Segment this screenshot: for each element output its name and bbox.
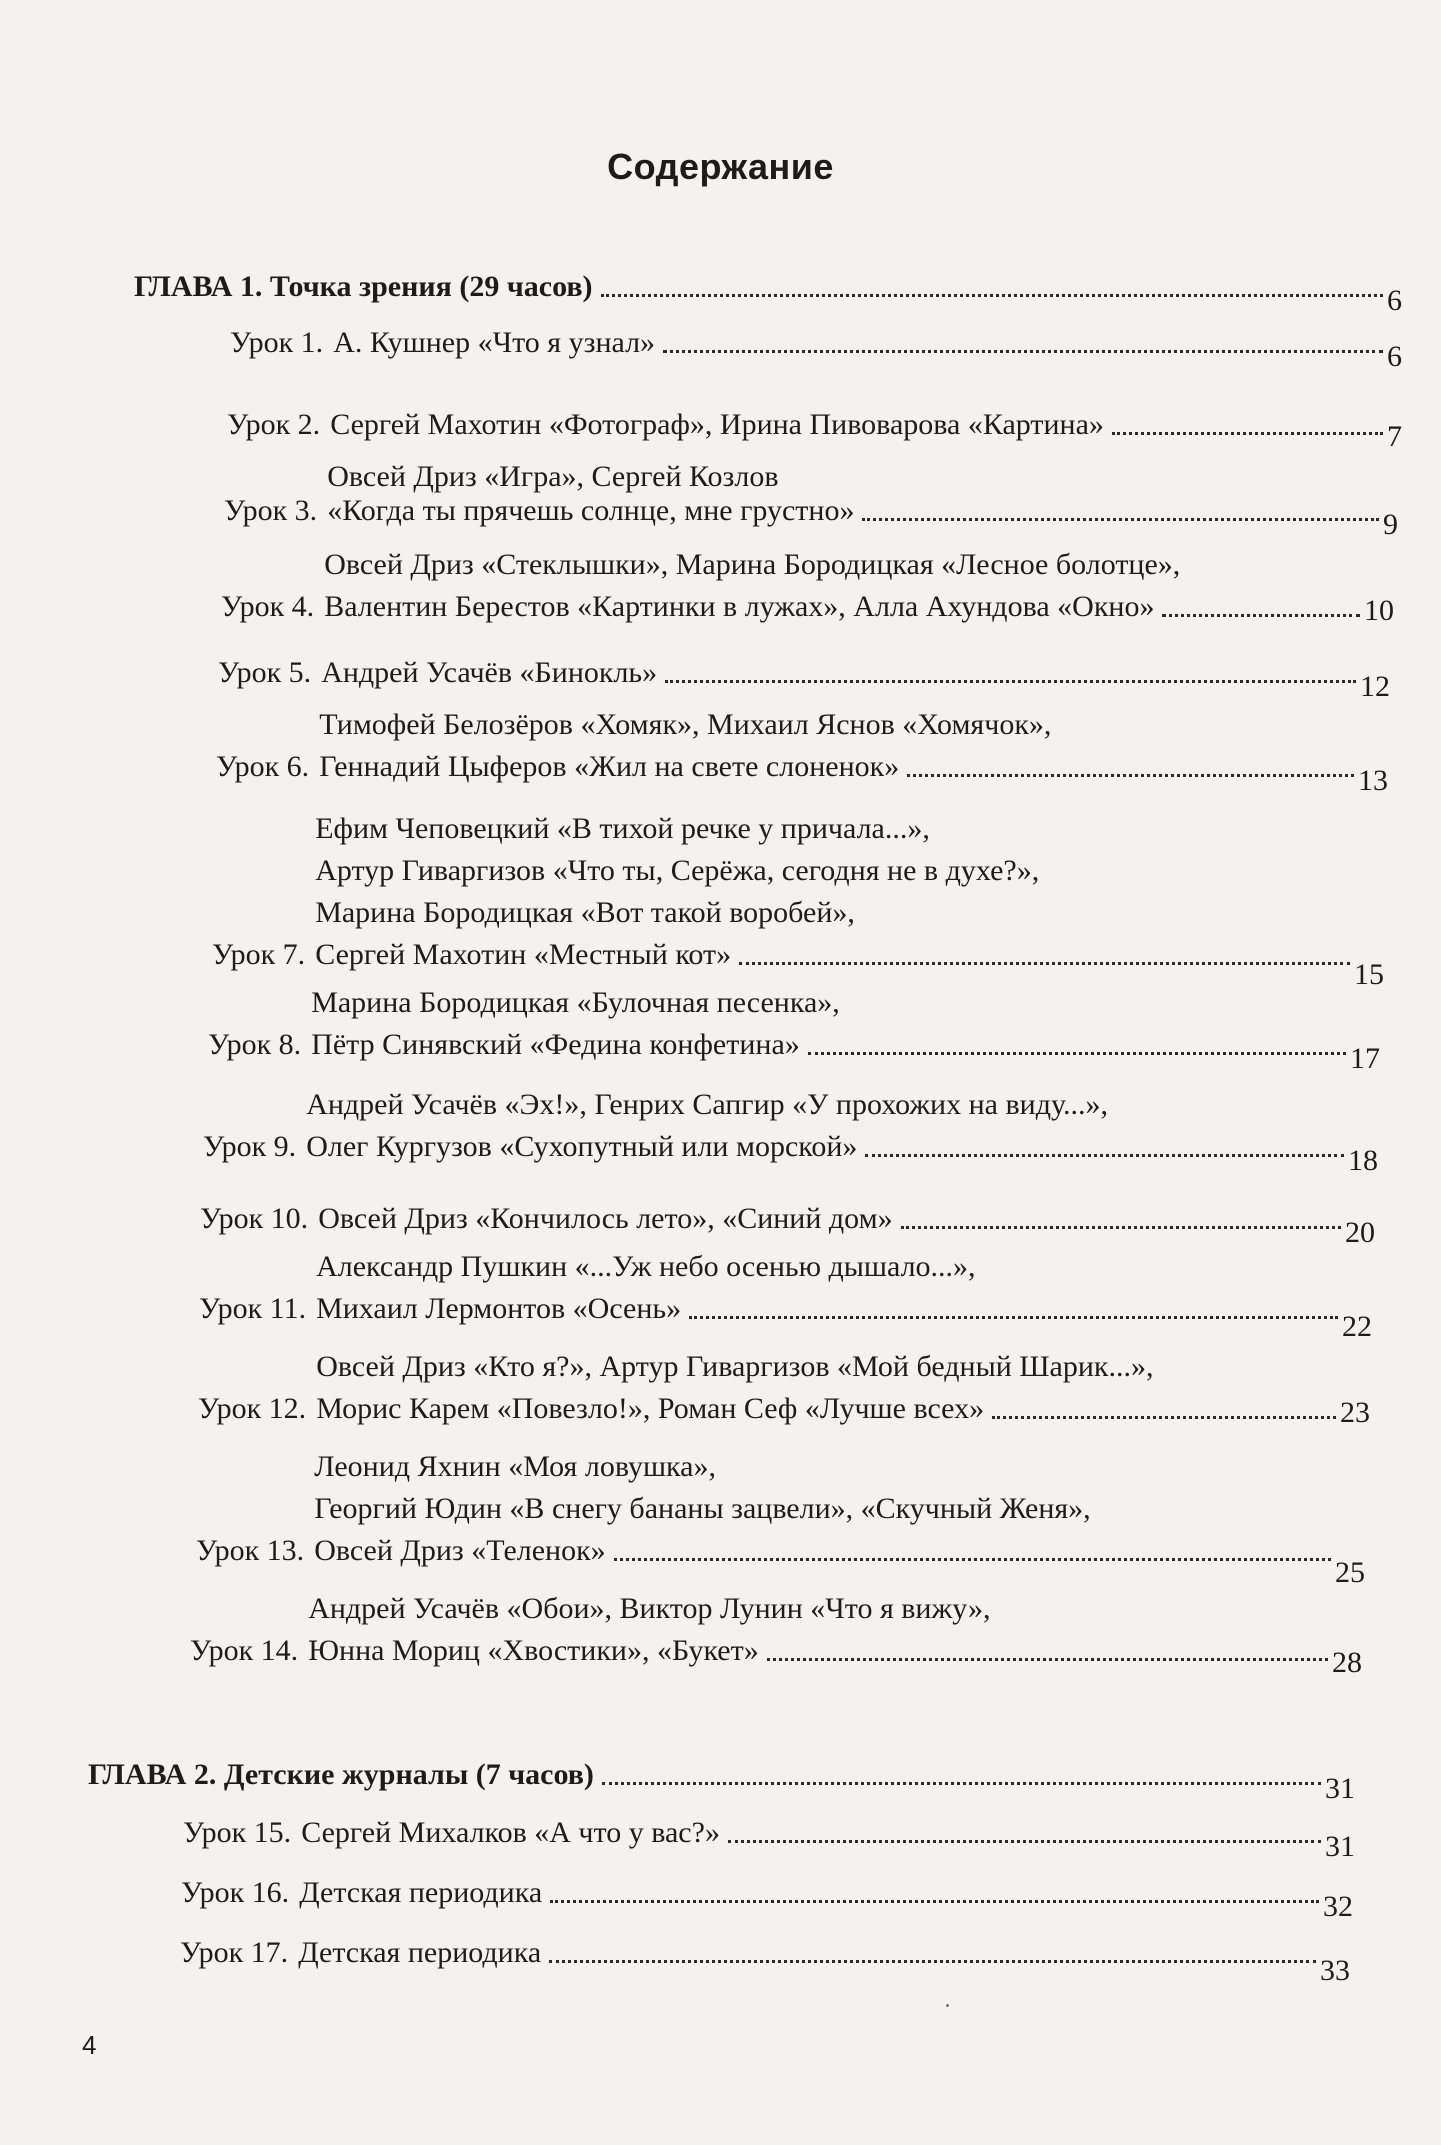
lesson-title-line: Марина Бородицкая «Булочная песенка», <box>311 986 840 1019</box>
lesson-title-line: Овсей Дриз «Кончилось лето», «Синий дом» <box>318 1202 893 1235</box>
lesson-title-line: Морис Карем «Повезло!», Роман Сеф «Лучше всех» <box>316 1392 985 1425</box>
lesson-title-line: Детская периодика <box>298 1936 542 1969</box>
lesson-2-entry[interactable] <box>227 408 1402 453</box>
lesson-number: Урок 13. <box>196 1534 305 1567</box>
chapter-1-page: 6 <box>1387 284 1402 317</box>
lesson-page: 23 <box>1340 1396 1370 1429</box>
lesson-title-line: Георгий Юдин «В снегу бананы зацвели», «Скучный Женя», <box>314 1492 1091 1525</box>
lesson-title-line: Юнна Мориц «Хвостики», «Букет» <box>308 1634 759 1667</box>
lesson-title-line: Овсей Дриз «Стеклышки», Марина Бородицкая «Лесное болотце», <box>324 548 1181 581</box>
lesson-title-line: Сергей Михалков «А что у вас?» <box>301 1816 720 1849</box>
lesson-number: Урок 11. <box>199 1292 307 1325</box>
lesson-page: 13 <box>1358 764 1388 797</box>
lesson-11-entry[interactable] <box>199 1250 1372 1343</box>
lesson-title-line: Леонид Яхнин «Моя ловушка», <box>314 1450 716 1483</box>
dot-leader <box>663 350 1383 353</box>
lesson-page: 17 <box>1350 1042 1380 1075</box>
dot-leader <box>808 1052 1346 1055</box>
lesson-17-entry[interactable] <box>180 1936 1350 1987</box>
dot-leader <box>550 1900 1319 1903</box>
lesson-title-line: Андрей Усачёв «Эх!», Генрих Сапгир «У прохожих на виду...», <box>306 1088 1108 1121</box>
lesson-number: Урок 2. <box>227 408 321 441</box>
lesson-title-line: Олег Кургузов «Сухопутный или морской» <box>306 1130 858 1163</box>
lesson-15-entry[interactable] <box>183 1816 1355 1863</box>
lesson-13-entry[interactable] <box>196 1450 1365 1589</box>
lesson-title-line: «Когда ты прячешь солнце, мне грустно» <box>327 494 855 527</box>
page-number: 4 <box>82 2030 97 2060</box>
lesson-page: 32 <box>1323 1890 1353 1923</box>
chapter-1-title: Точка зрения (29 часов) <box>269 270 593 303</box>
lesson-page: 20 <box>1345 1216 1375 1249</box>
lesson-16-entry[interactable] <box>181 1876 1353 1923</box>
lesson-title-line: Артур Гиваргизов «Что ты, Серёжа, сегодня не в духе?», <box>315 854 1040 887</box>
lesson-number: Урок 4. <box>221 590 315 623</box>
lesson-10-entry[interactable] <box>200 1202 1375 1249</box>
lesson-title-line: Геннадий Цыферов «Жил на свете слоненок» <box>319 750 900 783</box>
lesson-title-line: Пётр Синявский «Федина конфетина» <box>311 1028 800 1061</box>
lesson-page: 7 <box>1387 420 1402 453</box>
dot-leader <box>865 1154 1344 1157</box>
chapter-2-title: Детские журналы (7 часов) <box>223 1758 594 1791</box>
lesson-title-line: Андрей Усачёв «Обои», Виктор Лунин «Что я вижу», <box>308 1592 991 1625</box>
lesson-number: Урок 6. <box>216 750 310 783</box>
page-title: Содержание <box>607 146 834 187</box>
dot-leader <box>1162 614 1360 617</box>
lesson-page: 18 <box>1348 1144 1378 1177</box>
chapter-1-label: ГЛАВА 1. <box>134 270 263 303</box>
lesson-number: Урок 10. <box>200 1202 309 1235</box>
dot-leader <box>862 518 1379 521</box>
lesson-title-line: Овсей Дриз «Кто я?», Артур Гиваргизов «Мой бедный Шарик...», <box>316 1350 1154 1383</box>
dot-leader <box>992 1416 1336 1419</box>
lesson-title-line: Овсей Дриз «Теленок» <box>314 1534 606 1567</box>
dot-leader <box>689 1316 1338 1319</box>
dot-leader <box>549 1960 1316 1963</box>
lesson-title-line: Михаил Лермонтов «Осень» <box>316 1292 682 1325</box>
lesson-number: Урок 16. <box>181 1876 290 1909</box>
lesson-title-line: Сергей Махотин «Фотограф», Ирина Пивоварова «Картина» <box>330 408 1104 441</box>
lesson-title-line: Сергей Махотин «Местный кот» <box>315 938 732 971</box>
lesson-number: Урок 9. <box>203 1130 297 1163</box>
dot-leader <box>614 1558 1331 1561</box>
paper-speck <box>946 2004 949 2007</box>
lesson-title-line: Овсей Дриз «Игра», Сергей Козлов <box>327 460 779 493</box>
lesson-number: Урок 1. <box>230 326 324 359</box>
chapter-2-entry[interactable] <box>88 1758 1355 1805</box>
lesson-title-line: А. Кушнер «Что я узнал» <box>333 326 656 359</box>
lesson-page: 31 <box>1325 1830 1355 1863</box>
chapter-1-entry[interactable] <box>134 270 1402 317</box>
lesson-page: 33 <box>1320 1954 1350 1987</box>
lesson-title-line: Александр Пушкин «...Уж небо осенью дышало...», <box>316 1250 976 1283</box>
lesson-number: Урок 5. <box>218 656 312 689</box>
lesson-number: Урок 14. <box>190 1634 299 1667</box>
lesson-3-entry[interactable] <box>224 460 1398 541</box>
lesson-page: 22 <box>1342 1310 1372 1343</box>
lesson-page: 15 <box>1354 958 1384 991</box>
lesson-number: Урок 12. <box>198 1392 307 1425</box>
lesson-number: Урок 3. <box>224 494 318 527</box>
dot-leader <box>1112 432 1383 435</box>
lesson-7-entry[interactable] <box>212 812 1384 991</box>
lesson-title-line: Детская периодика <box>299 1876 543 1909</box>
lesson-6-entry[interactable] <box>216 708 1388 797</box>
lesson-page: 25 <box>1335 1556 1365 1589</box>
dot-leader <box>901 1226 1341 1229</box>
lesson-title-line: Андрей Усачёв «Бинокль» <box>321 656 658 689</box>
lesson-1-entry[interactable] <box>230 326 1402 373</box>
lesson-page: 12 <box>1360 670 1390 703</box>
lesson-number: Урок 15. <box>183 1816 292 1849</box>
dot-leader <box>602 1782 1321 1785</box>
dot-leader <box>767 1658 1328 1661</box>
chapter-2-page: 31 <box>1325 1772 1355 1805</box>
lesson-title-line: Валентин Берестов «Картинки в лужах», Алла Ахундова «Окно» <box>324 590 1155 623</box>
lesson-page: 6 <box>1387 340 1402 373</box>
lesson-5-entry[interactable] <box>218 656 1390 703</box>
lesson-12-entry[interactable] <box>198 1350 1370 1429</box>
lesson-8-entry[interactable] <box>208 986 1380 1075</box>
dot-leader <box>728 1840 1321 1843</box>
lesson-14-entry[interactable] <box>190 1592 1362 1679</box>
lesson-4-entry[interactable] <box>221 548 1394 627</box>
lesson-number: Урок 8. <box>208 1028 302 1061</box>
lesson-page: 9 <box>1383 508 1398 541</box>
lesson-number: Урок 17. <box>180 1936 289 1969</box>
chapter-2-label: ГЛАВА 2. <box>88 1758 217 1791</box>
dot-leader <box>601 294 1383 297</box>
lesson-page: 28 <box>1332 1646 1362 1679</box>
lesson-title-line: Ефим Чеповецкий «В тихой речке у причала...», <box>315 812 930 845</box>
lesson-number: Урок 7. <box>212 938 306 971</box>
lesson-9-entry[interactable] <box>203 1088 1378 1177</box>
lesson-title-line: Марина Бородицкая «Вот такой воробей», <box>315 896 855 929</box>
dot-leader <box>739 962 1350 965</box>
lesson-page: 10 <box>1364 594 1394 627</box>
dot-leader <box>665 680 1356 683</box>
lesson-title-line: Тимофей Белозёров «Хомяк», Михаил Яснов «Хомячок», <box>319 708 1052 741</box>
dot-leader <box>907 774 1354 777</box>
